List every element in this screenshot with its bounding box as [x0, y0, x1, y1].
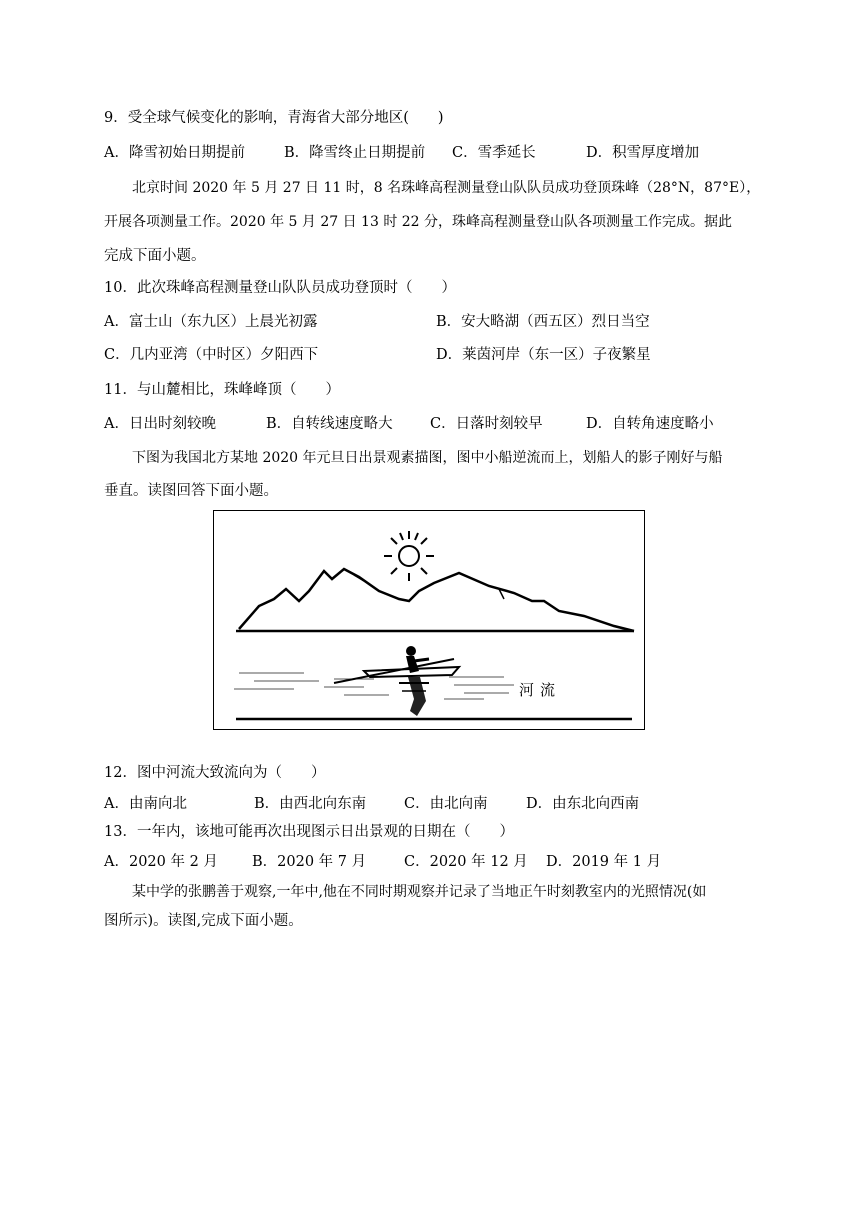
question-10-option-a[interactable]: A．富士山（东九区）上晨光初露 — [104, 314, 318, 330]
mountain-outline — [239, 569, 634, 631]
question-10-option-b[interactable]: B．安大略湖（西五区）烈日当空 — [436, 314, 650, 330]
river-label: 河流 — [519, 681, 562, 699]
passage-3-line-1: 某中学的张鹏善于观察,一年中,他在不同时期观察并记录了当地正午时刻教室内的光照情况(如 — [132, 884, 707, 900]
passage-1-line-2: 开展各项测量工作。2020 年 5 月 27 日 13 时 22 分，珠峰高程测量登山队各项测量工作完成。据此 — [104, 214, 733, 230]
question-10-stem: 10．此次珠峰高程测量登山队队员成功登顶时（ ） — [104, 280, 456, 296]
question-12-option-a[interactable]: A．由南向北 — [104, 796, 187, 812]
question-13-option-d[interactable]: D．2019 年 1 月 — [546, 854, 662, 870]
question-9-option-a[interactable]: A．降雪初始日期提前 — [104, 145, 245, 161]
question-12-option-b[interactable]: B．由西北向东南 — [254, 796, 367, 812]
question-11-stem: 11．与山麓相比，珠峰峰顶（ ） — [104, 382, 340, 398]
question-13-option-b[interactable]: B．2020 年 7 月 — [252, 854, 367, 870]
question-13-option-c[interactable]: C．2020 年 12 月 — [404, 854, 528, 870]
passage-1-line-1: 北京时间 2020 年 5 月 27 日 11 时，8 名珠峰高程测量登山队队员成功登顶珠峰（28°N，87°E）， — [132, 180, 761, 196]
question-12-option-c[interactable]: C．由北向南 — [404, 796, 488, 812]
passage-2-line-2: 垂直。读图回答下面小题。 — [104, 483, 278, 499]
passage-3-line-2: 图所示)。读图,完成下面小题。 — [104, 913, 303, 929]
question-10-option-c[interactable]: C．几内亚湾（中时区）夕阳西下 — [104, 347, 319, 363]
boat-with-rower — [334, 646, 459, 716]
passage-1-line-3: 完成下面小题。 — [104, 248, 206, 264]
question-11-option-b[interactable]: B．自转线速度略大 — [266, 416, 393, 432]
passage-2-line-1: 下图为我国北方某地 2020 年元旦日出景观素描图，图中小船逆流而上，划船人的影子刚好与船 — [132, 450, 723, 466]
question-9-option-c[interactable]: C．雪季延长 — [452, 145, 536, 161]
question-10-option-d[interactable]: D．莱茵河岸（东一区）子夜繁星 — [436, 347, 651, 363]
sunrise-sketch — [214, 511, 644, 729]
sun-icon — [384, 531, 434, 581]
question-11-option-a[interactable]: A．日出时刻较晚 — [104, 416, 216, 432]
question-13-stem: 13．一年内，该地可能再次出现图示日出景观的日期在（ ） — [104, 824, 514, 840]
question-9-stem: 9．受全球气候变化的影响，青海省大部分地区( ) — [104, 110, 444, 126]
question-12-stem: 12．图中河流大致流向为（ ） — [104, 765, 326, 781]
question-9-option-d[interactable]: D．积雪厚度增加 — [586, 145, 700, 161]
question-11-option-d[interactable]: D．自转角速度略小 — [586, 416, 714, 432]
question-13-option-a[interactable]: A．2020 年 2 月 — [104, 854, 218, 870]
question-12-option-d[interactable]: D．由东北向西南 — [526, 796, 640, 812]
question-9-option-b[interactable]: B．降雪终止日期提前 — [284, 145, 426, 161]
question-11-option-c[interactable]: C．日落时刻较早 — [430, 416, 543, 432]
sunrise-sketch-figure — [213, 510, 645, 730]
